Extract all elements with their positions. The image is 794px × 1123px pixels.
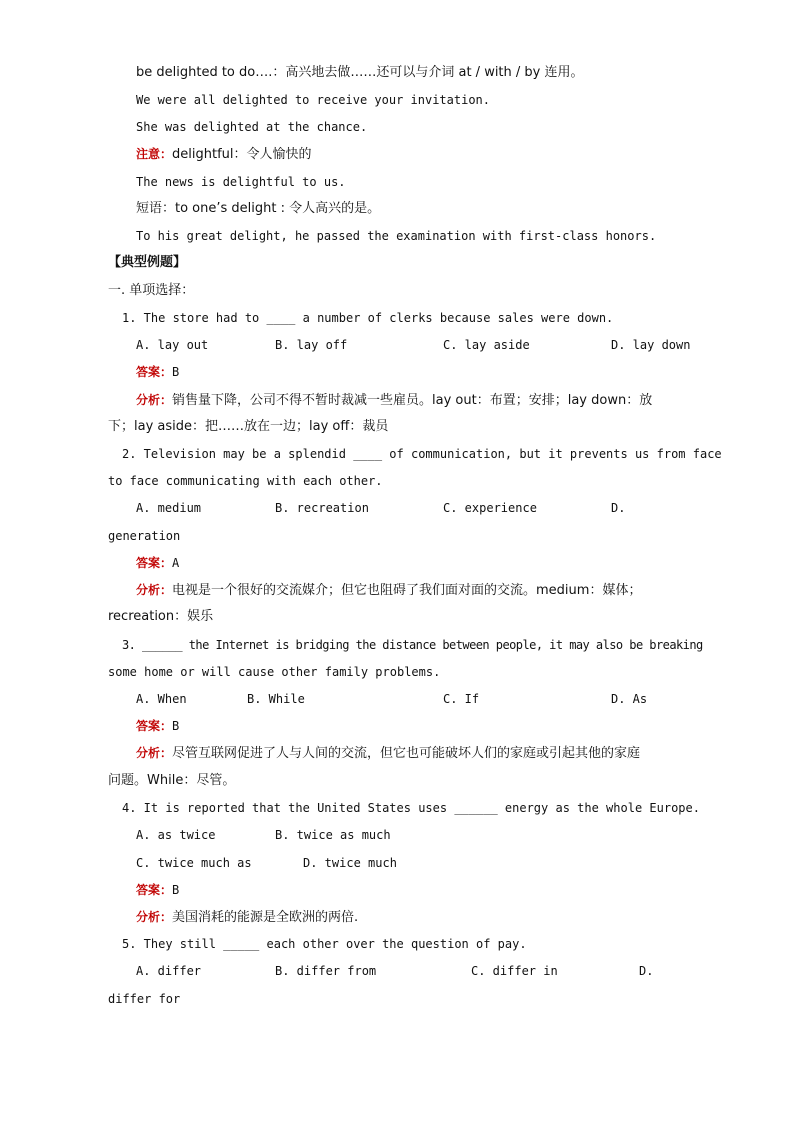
q1-analysis-line-2: 下；lay aside：把……放在一边；lay off：裁员	[108, 419, 389, 434]
q2-answer-value: A	[172, 556, 180, 570]
q2-stem-line-1: 2. Television may be a splendid ____ of communication, but it prevents us from face	[122, 447, 722, 461]
q1-option-d: D. lay down	[611, 338, 691, 352]
intro-line-7: To his great delight, he passed the examination with first-class honors.	[136, 229, 657, 243]
q2-answer	[136, 554, 179, 572]
answer-label: 答案：	[136, 556, 173, 570]
q4-option-d: D. twice much	[303, 856, 397, 870]
q4-answer-value: B	[172, 883, 180, 897]
q4-analysis	[136, 908, 358, 927]
q4-analysis-text: 美国消耗的能源是全欧洲的两倍.	[172, 910, 359, 925]
analysis-label: 分析：	[136, 746, 173, 760]
q4-stem: 4. It is reported that the United States uses ______ energy as the whole Europe.	[122, 801, 700, 815]
q3-answer-value: B	[172, 719, 180, 733]
q2-option-d-text: generation	[108, 529, 181, 543]
note-text: delightful：令人愉快的	[172, 147, 312, 162]
q2-analysis-text: 电视是一个很好的交流媒介；但它也阻碍了我们面对面的交流。medium：媒体；	[172, 583, 642, 598]
analysis-label: 分析：	[136, 393, 173, 407]
answer-label: 答案：	[136, 719, 173, 733]
q1-option-a: A. lay out	[136, 338, 209, 352]
q4-option-c: C. twice much as	[136, 856, 252, 870]
q1-answer-value: B	[172, 365, 180, 379]
q2-option-b: B. recreation	[275, 501, 369, 515]
q5-option-a: A. differ	[136, 964, 202, 978]
q3-stem-line-1: 3. ______ the Internet is bridging the distance between people, it may also be breaking	[122, 638, 703, 652]
q3-analysis-line-1	[136, 744, 640, 763]
answer-label: 答案：	[136, 883, 173, 897]
q3-analysis-text: 尽管互联网促进了人与人间的交流，但它也可能破坏人们的家庭或引起其他的家庭	[172, 746, 641, 761]
q3-answer	[136, 717, 179, 735]
q1-analysis-line-1	[136, 391, 652, 410]
q3-option-a: A. When	[136, 692, 187, 706]
q2-option-c: C. experience	[443, 501, 537, 515]
intro-line-3: She was delighted at the chance.	[136, 120, 368, 134]
q5-option-d: D.	[639, 964, 654, 978]
q4-option-a: A. as twice	[136, 828, 216, 842]
q2-option-d: D.	[611, 501, 626, 515]
q2-option-a: A. medium	[136, 501, 202, 515]
q5-option-b: B. differ from	[275, 964, 377, 978]
q3-option-c: C. If	[443, 692, 480, 706]
q4-answer	[136, 881, 179, 899]
q3-analysis-line-2: 问题。While：尽管。	[108, 773, 236, 788]
q3-option-d: D. As	[611, 692, 648, 706]
q5-stem: 5. They still _____ each other over the question of pay.	[122, 937, 527, 951]
q2-stem-line-2: to face communicating with each other.	[108, 474, 383, 488]
q2-analysis-line-2: recreation：娱乐	[108, 609, 214, 624]
q1-option-b: B. lay off	[275, 338, 348, 352]
q1-analysis-text: 销售量下降，公司不得不暂时裁减一些雇员。lay out：布置；安排；lay down：放	[172, 393, 653, 408]
intro-note	[136, 145, 312, 164]
answer-label: 答案：	[136, 365, 173, 379]
note-label: 注意：	[136, 147, 173, 161]
intro-line-6: 短语：to one’s delight : 令人高兴的是。	[136, 201, 381, 216]
q3-option-b: B. While	[247, 692, 305, 706]
q1-option-c: C. lay aside	[443, 338, 530, 352]
q1-answer	[136, 363, 179, 381]
section-subtitle: 一. 单项选择：	[108, 283, 195, 298]
analysis-label: 分析：	[136, 583, 173, 597]
q5-option-c: C. differ in	[471, 964, 558, 978]
q2-analysis-line-1	[136, 581, 641, 600]
intro-line-2: We were all delighted to receive your invitation.	[136, 93, 491, 107]
analysis-label: 分析：	[136, 910, 173, 924]
intro-line-5: The news is delightful to us.	[136, 175, 346, 189]
q4-option-b: B. twice as much	[275, 828, 391, 842]
section-title: 【典型例题】	[108, 255, 187, 270]
q1-stem: 1. The store had to ____ a number of clerks because sales were down.	[122, 311, 614, 325]
q3-stem-line-2: some home or will cause other family problems.	[108, 665, 441, 679]
q5-option-d-text: differ for	[108, 992, 181, 1006]
intro-line-1: be delighted to do….：高兴地去做……还可以与介词 at / with / by 连用。	[136, 65, 584, 80]
